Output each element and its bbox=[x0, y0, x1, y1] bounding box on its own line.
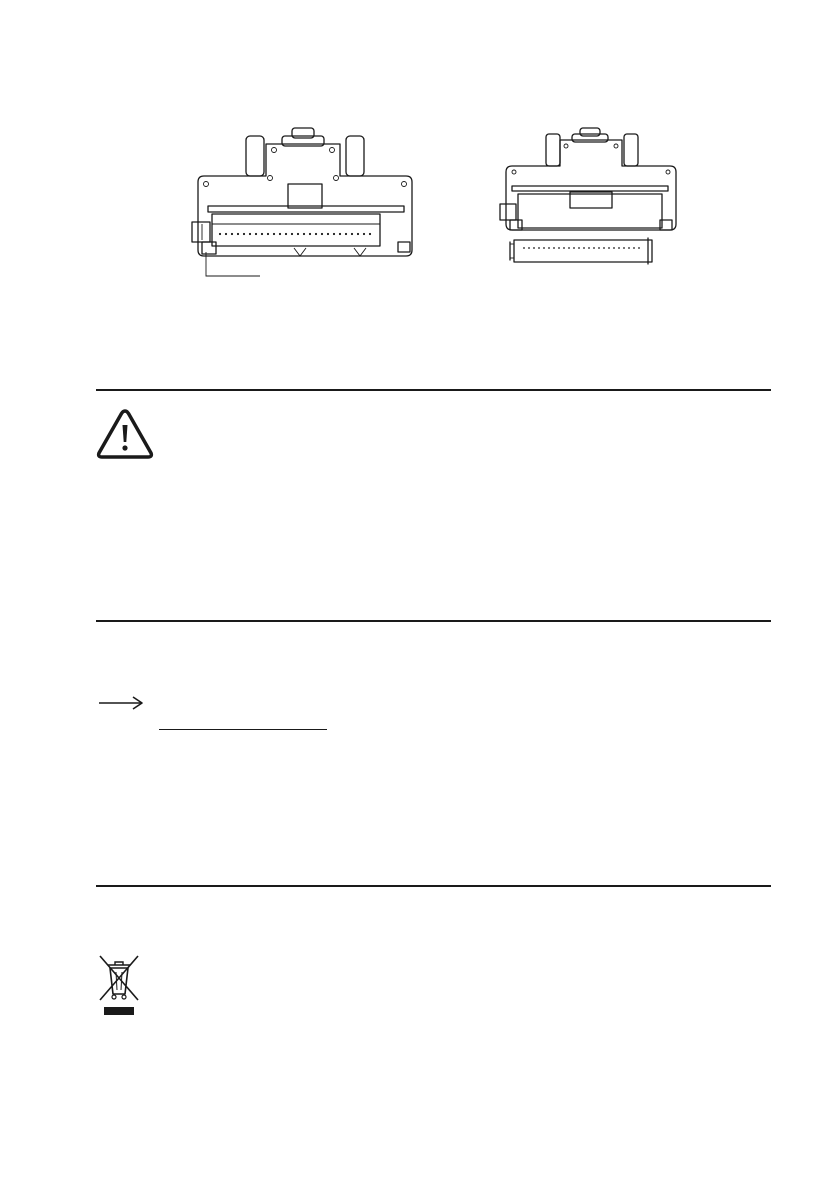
terminal-dots-attached bbox=[219, 233, 371, 235]
disposal-section bbox=[96, 888, 771, 1088]
warning-triangle-icon bbox=[96, 408, 154, 460]
section-divider-bottom bbox=[96, 885, 771, 887]
device-illustration-attached bbox=[184, 124, 424, 284]
figure-device-attached bbox=[184, 124, 424, 284]
warning-section bbox=[96, 392, 771, 618]
section-divider-middle bbox=[96, 620, 771, 622]
arrow-right-icon bbox=[98, 695, 144, 711]
section-divider-top bbox=[96, 389, 771, 391]
figure-device-detached bbox=[496, 124, 686, 269]
device-illustration-detached bbox=[496, 124, 686, 269]
terminal-dots-detached bbox=[523, 247, 640, 249]
note-section bbox=[96, 623, 771, 883]
note-underline bbox=[159, 729, 327, 730]
crossed-out-bin-icon bbox=[96, 952, 142, 1018]
